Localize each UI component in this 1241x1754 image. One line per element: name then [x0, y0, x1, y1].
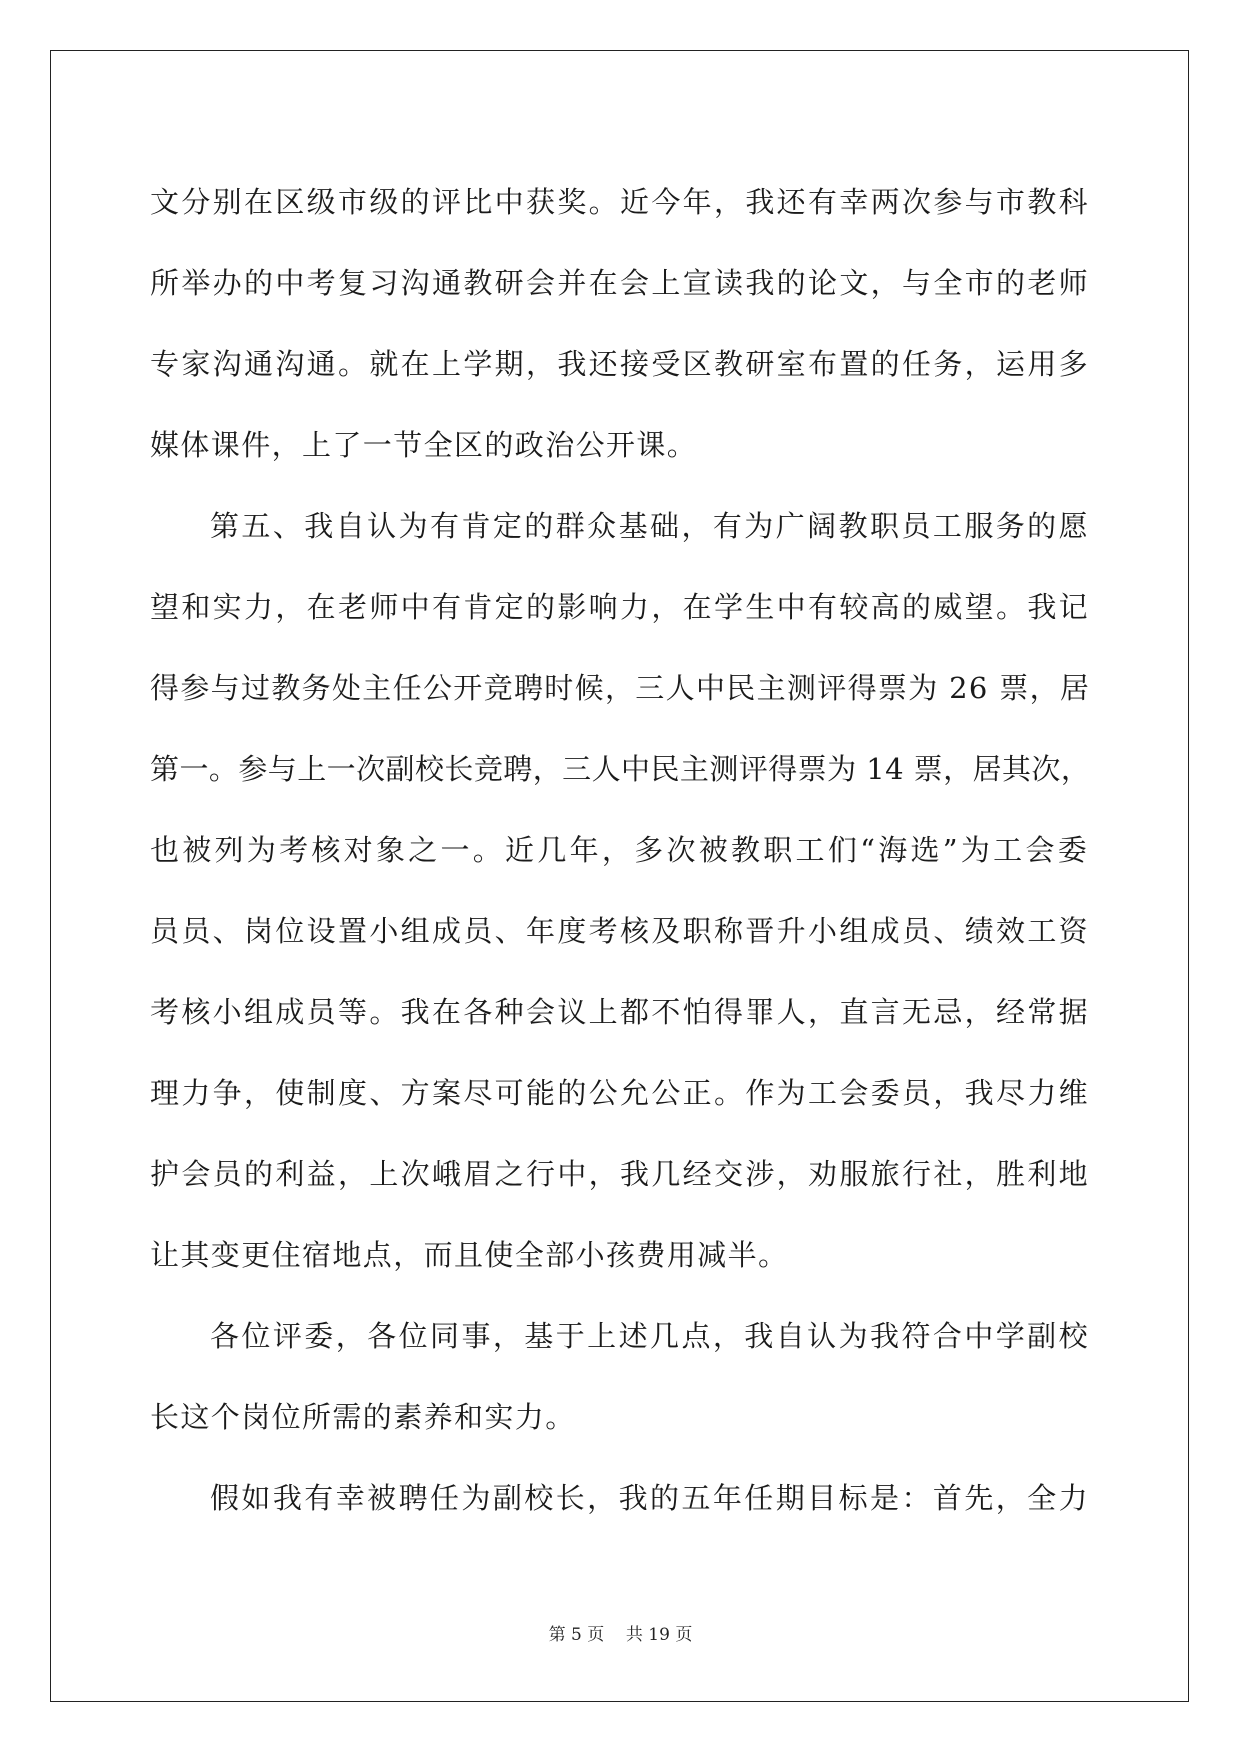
text-line: 文分别在区级市级的评比中获奖。近今年，我还有幸两次参与市教科 [150, 185, 1090, 219]
paragraph-4 [150, 1458, 1090, 1539]
text-line: 考核小组成员等。我在各种会议上都不怕得罪人，直言无忌，经常据 [150, 995, 1090, 1029]
text-line: 得参与过教务处主任公开竞聘时候，三人中民主测评得票为 26 票，居 [150, 671, 1090, 705]
text-line: 第一。参与上一次副校长竞聘，三人中民主测评得票为 14 票，居其次， [150, 752, 1090, 786]
text-line: 员员、岗位设置小组成员、年度考核及职称晋升小组成员、绩效工资 [150, 914, 1090, 948]
paragraph-1 [150, 162, 1090, 486]
text-line: 也被列为考核对象之一。近几年，多次被教职工们“海选”为工会委 [150, 833, 1090, 867]
text-line: 护会员的利益，上次峨眉之行中，我几经交涉，劝服旅行社，胜利地 [150, 1157, 1090, 1191]
document-body [150, 162, 1090, 1539]
paragraph-2 [150, 486, 1090, 1296]
text-line: 假如我有幸被聘任为副校长，我的五年任期目标是：首先，全力 [210, 1481, 1090, 1515]
page-total: 共 19 页 [625, 1625, 693, 1645]
paragraph-3 [150, 1296, 1090, 1458]
text-line: 理力争，使制度、方案尽可能的公允公正。作为工会委员，我尽力维 [150, 1076, 1090, 1110]
text-line: 媒体课件，上了一节全区的政治公开课。 [150, 428, 698, 462]
page-footer [0, 1620, 1241, 1645]
text-line: 专家沟通沟通。就在上学期，我还接受区教研室布置的任务，运用多 [150, 347, 1090, 381]
text-line: 让其变更住宿地点，而且使全部小孩费用减半。 [150, 1238, 789, 1272]
text-line: 第五、我自认为有肯定的群众基础，有为广阔教职员工服务的愿 [210, 509, 1090, 543]
text-line: 望和实力，在老师中有肯定的影响力，在学生中有较高的威望。我记 [150, 590, 1090, 624]
text-line: 长这个岗位所需的素养和实力。 [150, 1400, 576, 1434]
text-line: 各位评委，各位同事，基于上述几点，我自认为我符合中学副校 [210, 1319, 1090, 1353]
page-number: 第 5 页 [548, 1625, 605, 1645]
text-line: 所举办的中考复习沟通教研会并在会上宣读我的论文，与全市的老师 [150, 266, 1090, 300]
